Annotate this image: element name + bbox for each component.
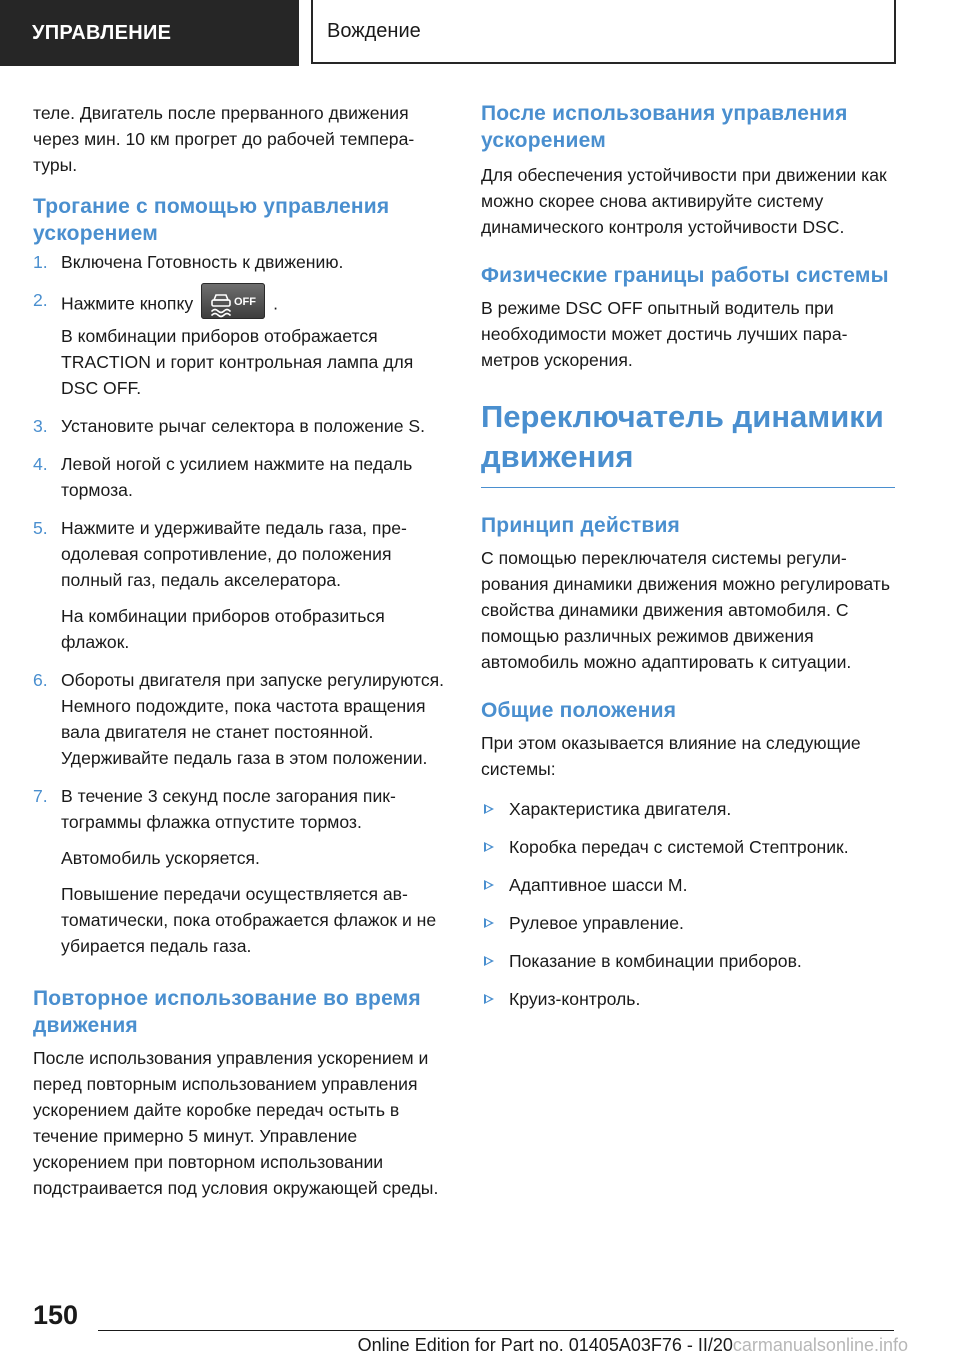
step-text: Включена Готовность к движению. bbox=[61, 252, 344, 272]
bullet-text: Круиз-контроль. bbox=[509, 989, 641, 1009]
page-header bbox=[0, 0, 960, 66]
bullet-item bbox=[481, 834, 895, 860]
system-limits-paragraph: В режиме DSC OFF опытный водитель при необходимости может достичь лучших параметров ускорения. bbox=[481, 298, 848, 370]
chapter-title: Переключатель динамики движения bbox=[481, 399, 884, 474]
general-paragraph: При этом оказывается влияние на следующие системы: bbox=[481, 733, 861, 779]
step-text: Нажмите и удерживайте педаль газа, преодолевая сопротивление, до положения полный газ, педаль акселератора. bbox=[61, 518, 407, 590]
step-number: 3. bbox=[33, 416, 48, 436]
footer-edition bbox=[0, 1335, 908, 1356]
bullet-item bbox=[481, 872, 895, 898]
step-number: 7. bbox=[33, 786, 48, 806]
triangle-bullet-icon bbox=[484, 842, 494, 852]
bullet-text: Рулевое управление. bbox=[509, 913, 684, 933]
step-text: Нажмите кнопку bbox=[61, 293, 194, 314]
steps-list bbox=[33, 249, 449, 959]
step-number: 5. bbox=[33, 518, 48, 538]
triangle-bullet-icon bbox=[484, 880, 494, 890]
bullet-text: Адаптивное шасси M. bbox=[509, 875, 688, 895]
triangle-bullet-icon bbox=[484, 918, 494, 928]
step-text-end: . bbox=[273, 293, 279, 314]
bullet-text: Характеристика двигателя. bbox=[509, 799, 732, 819]
step-number: 6. bbox=[33, 670, 48, 690]
bullet-text: Показание в комбинации приборов. bbox=[509, 951, 802, 971]
step-7-note-2: Повышение передачи осуществляется автоматически, пока отображается флажок и не убирается педаль газа. bbox=[61, 884, 437, 956]
step-number: 1. bbox=[33, 252, 48, 272]
watermark: carmanualsonline.info bbox=[732, 1335, 908, 1355]
heading-general: Общие положения bbox=[481, 699, 677, 722]
step-4 bbox=[33, 451, 449, 503]
dsc-off-button-icon bbox=[201, 283, 265, 319]
step-3 bbox=[33, 413, 449, 439]
intro-paragraph: теле. Двигатель после прерванного движения через мин. 10 км прогрет до рабочей температуры. bbox=[33, 103, 415, 175]
step-text: Обороты двигателя при запуске регулируются. Немного подождите, пока частота вращения вала двигателя не станет постоянной. Удерживайте педаль газа в этом положении. bbox=[61, 670, 445, 768]
button-icon-label: OFF bbox=[234, 296, 257, 308]
subsection-title: Вождение bbox=[311, 0, 896, 64]
step-number: 2. bbox=[33, 290, 48, 310]
systems-bullet-list bbox=[481, 796, 895, 1012]
bullet-item bbox=[481, 948, 895, 974]
chapter-title-rule bbox=[481, 487, 895, 488]
after-use-paragraph: Для обеспечения устойчивости при движении как можно скорее снова активируйте систему динамического контроля устойчивости DSC. bbox=[481, 165, 887, 237]
step-2 bbox=[33, 287, 449, 323]
heading-system-limits: Физические границы работы системы bbox=[481, 264, 889, 287]
heading-start-launch: Трогание с помощью управления ускорением bbox=[33, 195, 390, 245]
step-1 bbox=[33, 249, 449, 275]
step-6 bbox=[33, 667, 449, 771]
step-7-note-1: Автомобиль ускоряется. bbox=[61, 848, 260, 868]
step-5 bbox=[33, 515, 449, 593]
right-column bbox=[481, 100, 895, 1012]
step-5-note: На комбинации приборов отобразиться флажок. bbox=[61, 606, 385, 652]
repeat-use-paragraph: После использования управления ускорением и перед повторным использованием управления ускорением дайте коробке передач остыть в течение примерно 5 минут. Управление ускорением при повторном использовании подстраивается под условия окружающей среды. bbox=[33, 1048, 439, 1198]
bullet-item bbox=[481, 910, 895, 936]
triangle-bullet-icon bbox=[484, 994, 494, 1004]
heading-principle: Принцип действия bbox=[481, 514, 681, 537]
page-number: 150 bbox=[33, 1300, 79, 1330]
bullet-text: Коробка передач с системой Стептроник. bbox=[509, 837, 849, 857]
step-7 bbox=[33, 783, 449, 835]
step-2-note: В комбинации приборов отображается TRACTION и горит контрольная лампа для DSC OFF. bbox=[61, 326, 414, 398]
step-text: Установите рычаг селектора в положение S. bbox=[61, 416, 425, 436]
heading-repeat-use: Повторное использование во время движения bbox=[33, 987, 421, 1037]
step-number: 4. bbox=[33, 454, 48, 474]
bullet-item bbox=[481, 986, 895, 1012]
left-column bbox=[33, 100, 449, 1201]
step-text: В течение 3 секунд после загорания пиктограммы флажка отпустите тормоз. bbox=[61, 786, 396, 832]
heading-after-use: После использования управления ускорением bbox=[481, 102, 848, 152]
triangle-bullet-icon bbox=[484, 804, 494, 814]
footer-rule bbox=[98, 1330, 894, 1331]
principle-paragraph: С помощью переключателя системы регулирования динамики движения можно регулировать свойства динамики движения автомобиля. С помощью различных режимов движения автомобиль можно адаптировать к ситуации. bbox=[481, 548, 891, 672]
section-tab: УПРАВЛЕНИЕ bbox=[0, 0, 299, 66]
triangle-bullet-icon bbox=[484, 956, 494, 966]
bullet-item bbox=[481, 796, 895, 822]
step-text: Левой ногой с усилием нажмите на педаль тормоза. bbox=[61, 454, 413, 500]
edition-text: Online Edition for Part no. 01405A03F76 - II/20 bbox=[357, 1335, 733, 1355]
